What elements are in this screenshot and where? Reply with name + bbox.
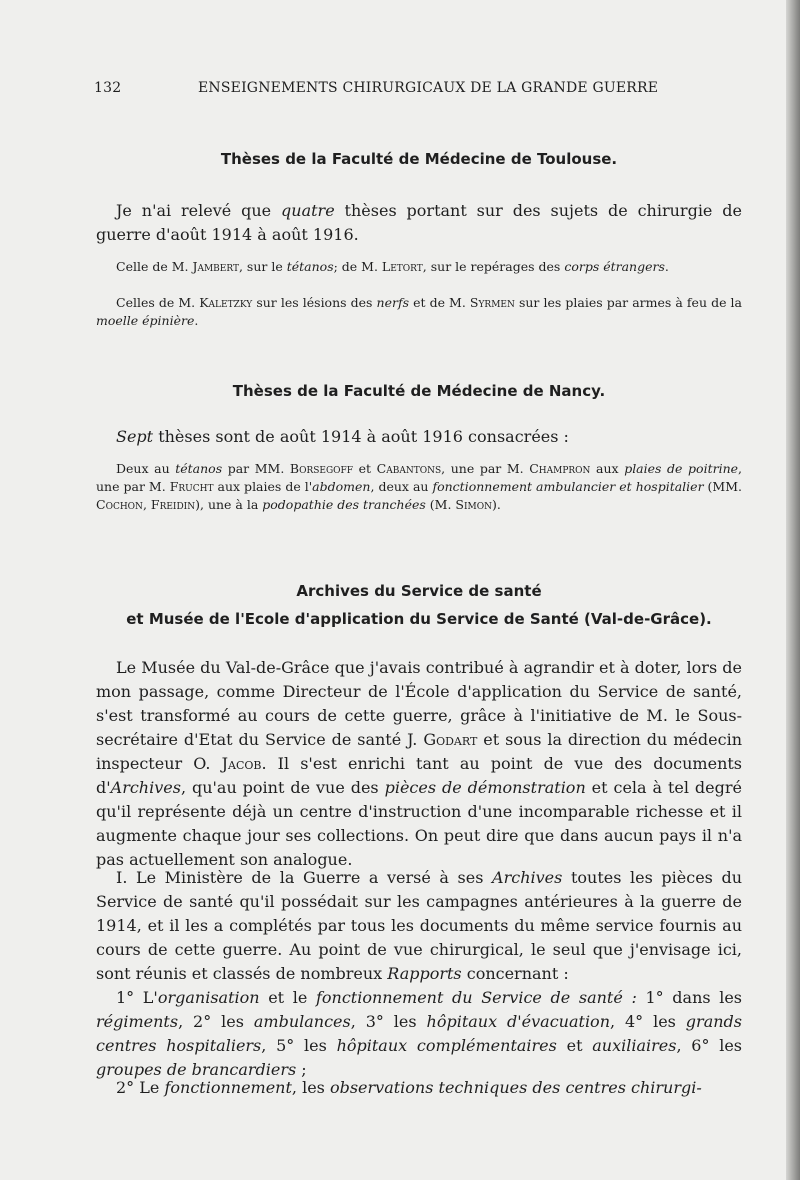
section-title-toulouse: Thèses de la Faculté de Médecine de Toulouse. [220, 150, 618, 168]
running-title: ENSEIGNEMENTS CHIRURGICAUX DE LA GRANDE GUERRE [198, 80, 659, 96]
page-number: 132 [94, 80, 122, 96]
section-title-archives-line-2: et Musée de l'Ecole d'application du Service de Santé (Val-de-Grâce). [126, 610, 712, 628]
archives-paragraph-4: 2° Le fonctionnement, les observations techniques des centres chirurgi- [116, 1078, 702, 1097]
nancy-paragraph-1: Deux au tétanos par MM. Borsegoff et Cabantons, une par M. Champron aux plaies de poitrine, une par M. Frucht aux plaies de l'abdomen, deux au fonctionnement ambulancier et hospitalier (MM. Cochon, Freidin), une à la podopathie des tranchées (M. Simon). [96, 461, 742, 512]
toulouse-paragraph-1: Celle de M. Jambert, sur le tétanos; de M. Letort, sur le repérages des corps étrangers. [116, 259, 669, 274]
archives-paragraph-2: I. Le Ministère de la Guerre a versé à ses Archives toutes les pièces du Service de santé qu'il possédait sur les campagnes antérieures à la guerre de 1914, et il les a complétés par tous les documents du même service fournis au cours de cette guerre. Au point de vue chirurgical, le seul que j'envisage ici, sont réunis et classés de nombreux Rapports concernant : [96, 868, 743, 983]
section-title-archives-line-1: Archives du Service de santé [296, 582, 542, 600]
nancy-intro: Sept thèses sont de août 1914 à août 1916 consacrées : [116, 427, 569, 446]
archives-paragraph-1: Le Musée du Val-de-Grâce que j'avais contribué à agrandir et à doter, lors de mon passage, comme Directeur de l'École d'application du Service de santé, s'est transformé au cours de cette guerre, grâce à l'initiative de M. le Sous-secrétaire d'Etat du Service de santé J. Godart et sous la direction du médecin inspecteur O. Jacob. Il s'est enrichi tant au point de vue des documents d'Archives, qu'au point de vue des pièces de démonstration et cela à tel degré qu'il représente déjà un centre d'instruction d'une incomparable richesse et il augmente chaque jour ses collections. On peut dire que dans aucun pays il n'a pas actuellement son analogue. [96, 658, 743, 869]
toulouse-paragraph-2: Celles de M. Kaletzky sur les lésions des nerfs et de M. Syrmen sur les plaies par armes à feu de la moelle épinière. [96, 295, 742, 328]
page-edge-shadow [786, 0, 800, 1180]
running-header [94, 80, 744, 100]
toulouse-intro: Je n'ai relevé que quatre thèses portant sur des sujets de chirurgie de guerre d'août 1914 à août 1916. [96, 201, 743, 244]
section-title-nancy: Thèses de la Faculté de Médecine de Nancy. [232, 382, 606, 400]
archives-paragraph-3: 1° L'organisation et le fonctionnement du Service de santé : 1° dans les régiments, 2° les ambulances, 3° les hôpitaux d'évacuation, 4° les grands centres hospitaliers, 5° les hôpitaux complémentaires et auxiliaires, 6° les groupes de brancardiers ; [96, 988, 743, 1079]
